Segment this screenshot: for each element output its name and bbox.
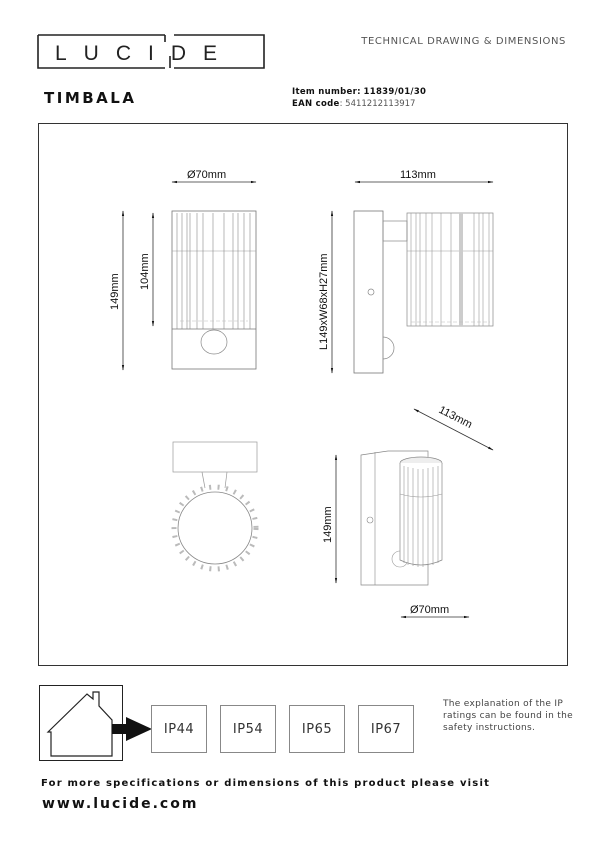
- product-name: TIMBALA: [44, 89, 137, 107]
- brand-text: LUCIDE: [55, 42, 235, 65]
- ip-rating-ip65: IP65: [289, 705, 345, 753]
- more-info-text: For more specifications or dimensions of this product please visit: [41, 778, 491, 789]
- item-number-label: Item number:: [292, 87, 361, 97]
- ip-rating-ip44: IP44: [151, 705, 207, 753]
- side-view: [318, 169, 493, 373]
- indoor-outdoor-box: [39, 685, 123, 761]
- ip-rating-ip54: IP54: [220, 705, 276, 753]
- document-type: TECHNICAL DRAWING & DIMENSIONS: [361, 36, 566, 47]
- perspective-width-label: Ø70mm: [410, 604, 450, 616]
- ip-rating-ip67: IP67: [358, 705, 414, 753]
- perspective-depth-label: 113mm: [436, 403, 475, 431]
- ip-explanation: The explanation of the IP ratings can be found in the safety instructions.: [443, 699, 573, 733]
- perspective-view: [322, 404, 493, 617]
- side-depth-label: 113mm: [400, 169, 436, 181]
- top-view: [173, 442, 257, 569]
- ean-code: : 5411212113917: [339, 99, 416, 109]
- shade-height-label: 104mm: [139, 253, 151, 290]
- item-number: 11839/01/30: [363, 87, 427, 97]
- backplate-dimensions-label: L149xW68xH27mm: [318, 253, 330, 350]
- front-width-label: Ø70mm: [187, 169, 227, 181]
- front-height-label: 149mm: [109, 273, 121, 310]
- website-link[interactable]: www.lucide.com: [42, 796, 199, 812]
- ean-label: EAN code: [292, 99, 340, 109]
- arrow-right-icon: [112, 717, 154, 741]
- perspective-height-label: 149mm: [322, 506, 334, 543]
- front-view: [109, 169, 256, 370]
